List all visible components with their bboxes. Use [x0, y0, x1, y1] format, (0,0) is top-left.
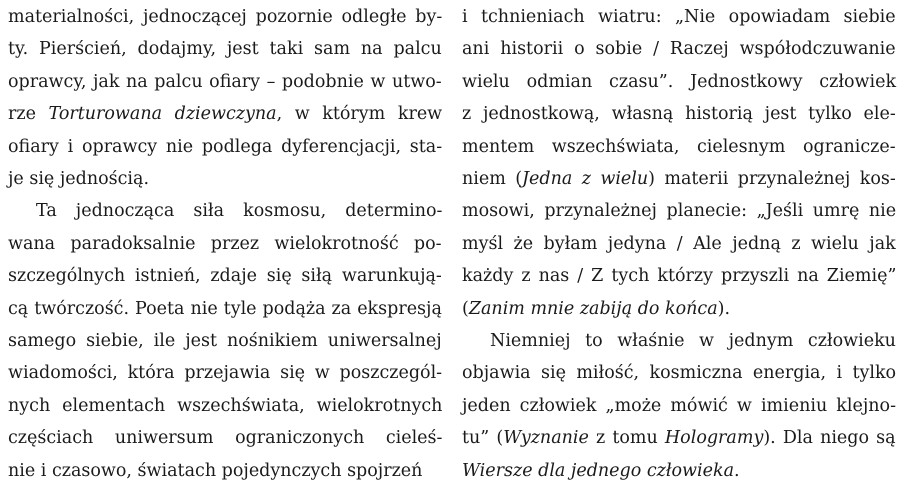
text-segment: szczególnych istnień, zdaje się siłą warunkują- — [8, 266, 442, 287]
italic-title-text: Wiersze dla jednego człowieka — [462, 460, 735, 481]
text-line — [8, 34, 442, 65]
text-line — [462, 456, 740, 487]
text-line — [462, 261, 896, 292]
text-segment: myśl że byłam jedyna / Ale jedną z wielu jak — [462, 233, 896, 254]
text-segment: samego siebie, ile jest nośnikiem uniwersalnej — [8, 331, 442, 351]
text-segment: ) materii przynależnej kos- — [648, 169, 896, 189]
text-segment: i tchnieniach wiatru: „Nie opowiadam siebie — [462, 7, 896, 27]
text-segment: mosowi, przynależnej planecie: „Jeśli umrę nie — [462, 201, 897, 222]
text-segment: ty. Pierścień, dodajmy, jest taki sam na palcu — [8, 39, 442, 60]
text-line — [8, 229, 442, 260]
text-segment: tu” ( — [462, 428, 504, 449]
text-line — [8, 391, 442, 422]
italic-title-text: Hologramy — [664, 428, 764, 449]
text-segment: , w którym krew — [276, 104, 443, 125]
text-segment: nych elementach wszechświata, wielokrotnych — [8, 395, 443, 416]
text-line — [8, 358, 442, 389]
text-segment: wana paradoksalnie przez wielokrotność po- — [8, 233, 442, 254]
text-segment: cą twórczość. Poeta nie tyle podąża za ekspresją — [8, 298, 442, 319]
text-line — [490, 326, 896, 357]
text-line — [8, 326, 442, 357]
text-segment: każdy z nas / Z tych którzy przyszli na Ziemię” — [462, 266, 897, 287]
text-line — [462, 391, 896, 422]
text-segment: ). — [717, 298, 731, 319]
text-segment: Niemniej to właśnie w jednym człowieku — [490, 331, 896, 351]
text-segment: ). Dla niego są — [763, 428, 896, 449]
text-line — [462, 99, 896, 130]
text-line — [8, 164, 149, 195]
text-line — [462, 294, 730, 325]
text-line — [8, 99, 442, 130]
text-segment: ( — [462, 298, 469, 319]
text-line — [462, 132, 896, 163]
italic-title-text: Zanim mnie zabiją do końca — [468, 298, 718, 319]
text-segment: ani historii o sobie / Raczej współodczuwanie — [462, 39, 896, 60]
text-segment: mentem wszechświata, cielesnym ogranicze- — [462, 136, 896, 157]
text-segment: objawia się miłość, kosmiczna energia, i tylko — [462, 363, 897, 384]
text-segment: wielu odmian czasu”. Jednostkowy człowiek — [462, 71, 897, 92]
text-line — [36, 196, 442, 227]
italic-title-text: Jedna z wielu — [522, 169, 649, 189]
text-segment: częściach uniwersum ograniczonych cieleś- — [8, 428, 443, 449]
text-line — [8, 2, 442, 33]
text-segment: rze — [8, 104, 49, 125]
text-line — [462, 164, 896, 195]
text-segment: z tomu — [588, 428, 665, 449]
text-segment: ofiary i oprawcy nie podlega dyferencjacji, sta- — [8, 136, 443, 157]
text-line — [8, 67, 442, 98]
italic-title-text: Wyznanie — [503, 428, 589, 449]
text-segment: jeden człowiek „może mówić w imieniu klejno- — [462, 395, 897, 416]
text-line — [462, 2, 896, 33]
text-segment: oprawcy, jak na palcu ofiary – podobnie w utwo- — [8, 71, 442, 92]
text-segment: Ta jednocząca siła kosmosu, determino- — [36, 201, 443, 222]
text-line — [462, 196, 896, 227]
text-segment: materialności, jednoczącej pozornie odległe by- — [8, 7, 443, 27]
text-segment: wiadomości, która przejawia się w poszczegól- — [8, 363, 443, 384]
italic-title-text: Torturowana dziewczyna — [48, 104, 277, 125]
text-segment: nie i czasowo, światach pojedynczych spojrzeń — [8, 460, 423, 481]
text-segment: je się jednością. — [8, 169, 150, 189]
text-line — [8, 294, 442, 325]
text-line — [8, 261, 442, 292]
text-segment: . — [734, 460, 740, 481]
text-line — [8, 132, 442, 163]
text-segment: z jednostkową, własną historią jest tylko ele- — [462, 104, 896, 125]
text-line — [8, 423, 442, 454]
text-line — [8, 456, 422, 487]
text-segment: niem ( — [462, 169, 523, 189]
text-line — [462, 358, 896, 389]
text-line — [462, 423, 896, 454]
text-line — [462, 67, 896, 98]
text-line — [462, 229, 896, 260]
text-line — [462, 34, 896, 65]
